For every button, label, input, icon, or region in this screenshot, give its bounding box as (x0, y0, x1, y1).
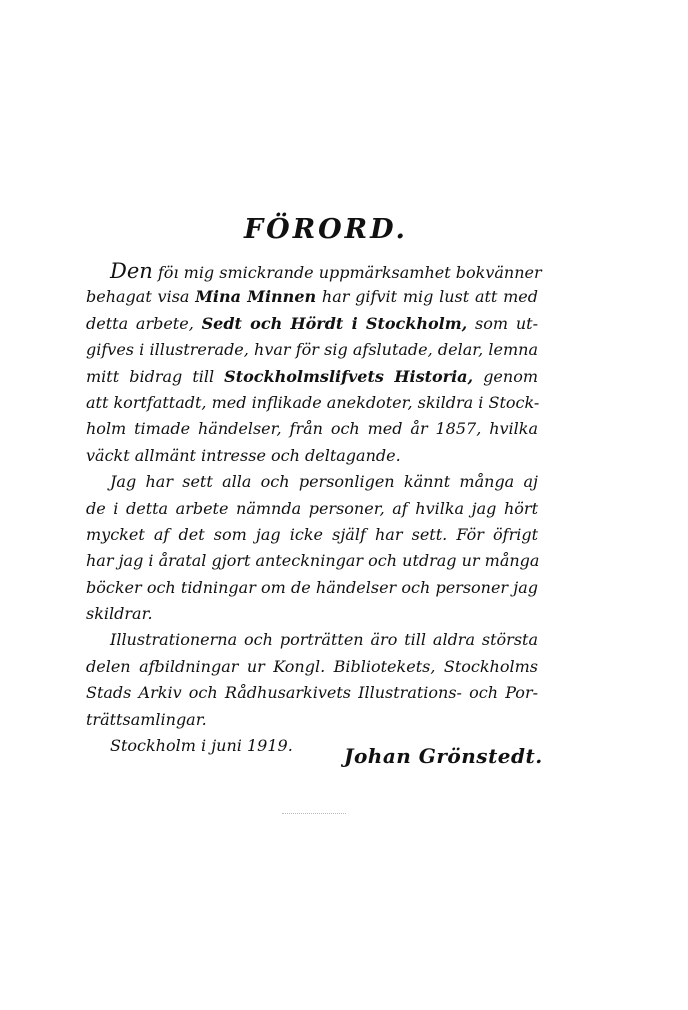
text-line: har jag i åratal gjort anteckningar och utdrag ur många (86, 551, 540, 571)
page-title: FÖRORD. (244, 214, 408, 245)
text-line: böcker och tidningar om de händelser och personer jag (86, 577, 538, 597)
text-fragment: genom (473, 366, 539, 386)
text-line (86, 364, 538, 390)
text-line: Stads Arkiv och Rådhusarkivets Illustrations- och Por- (86, 683, 538, 703)
text-line (86, 284, 538, 310)
text-line: holm timade händelser, från och med år 1857, hvilka (86, 419, 538, 439)
dateline: Stockholm i juni 1919. (110, 736, 293, 756)
text-fragment: behagat visa (86, 287, 196, 307)
text-line (86, 258, 542, 284)
text-fragment: har gifvit mig lust att med (316, 287, 539, 307)
preface-text (86, 258, 542, 759)
text-line: de i detta arbete nämnda personer, af hvilka jag hört (86, 498, 538, 518)
text-fragment: föı mig smickrande uppmärksamhet bokvänner (152, 263, 542, 282)
text-fragment: som ut- (467, 313, 538, 333)
print-speck (282, 813, 346, 815)
text-fragment: detta arbete, (86, 313, 202, 333)
text-line: väckt allmänt intresse och deltagande. (86, 445, 401, 465)
drop-word: Den (110, 259, 153, 283)
text-line: Jag har sett alla och personligen kännt många aj (110, 472, 538, 492)
text-line (86, 311, 538, 337)
text-fragment: mitt bidrag till (86, 366, 225, 386)
text-line: Illustrationerna och porträtten äro till aldra största (110, 630, 538, 650)
text-line: trättsamlingar. (86, 709, 207, 729)
emphasis-title: Stockholmslifvets Historia, (224, 366, 474, 386)
text-line: att kortfattadt, med inflikade anekdoter, skildra i Stock- (86, 392, 540, 412)
text-line: delen afbildningar ur Kongl. Bibliotekets, Stockholms (86, 656, 538, 676)
text-line: gifves i illustrerade, hvar för sig afslutade, delar, lemna (86, 340, 538, 360)
signature: Johan Grönstedt. (344, 744, 543, 768)
emphasis-title: Sedt och Hördt i Stockholm, (201, 313, 468, 333)
emphasis-title: Mina Minnen (195, 287, 317, 307)
text-line: skildrar. (86, 604, 153, 624)
text-line: mycket af det som jag icke själf har sett. För öfrigt (86, 524, 538, 544)
